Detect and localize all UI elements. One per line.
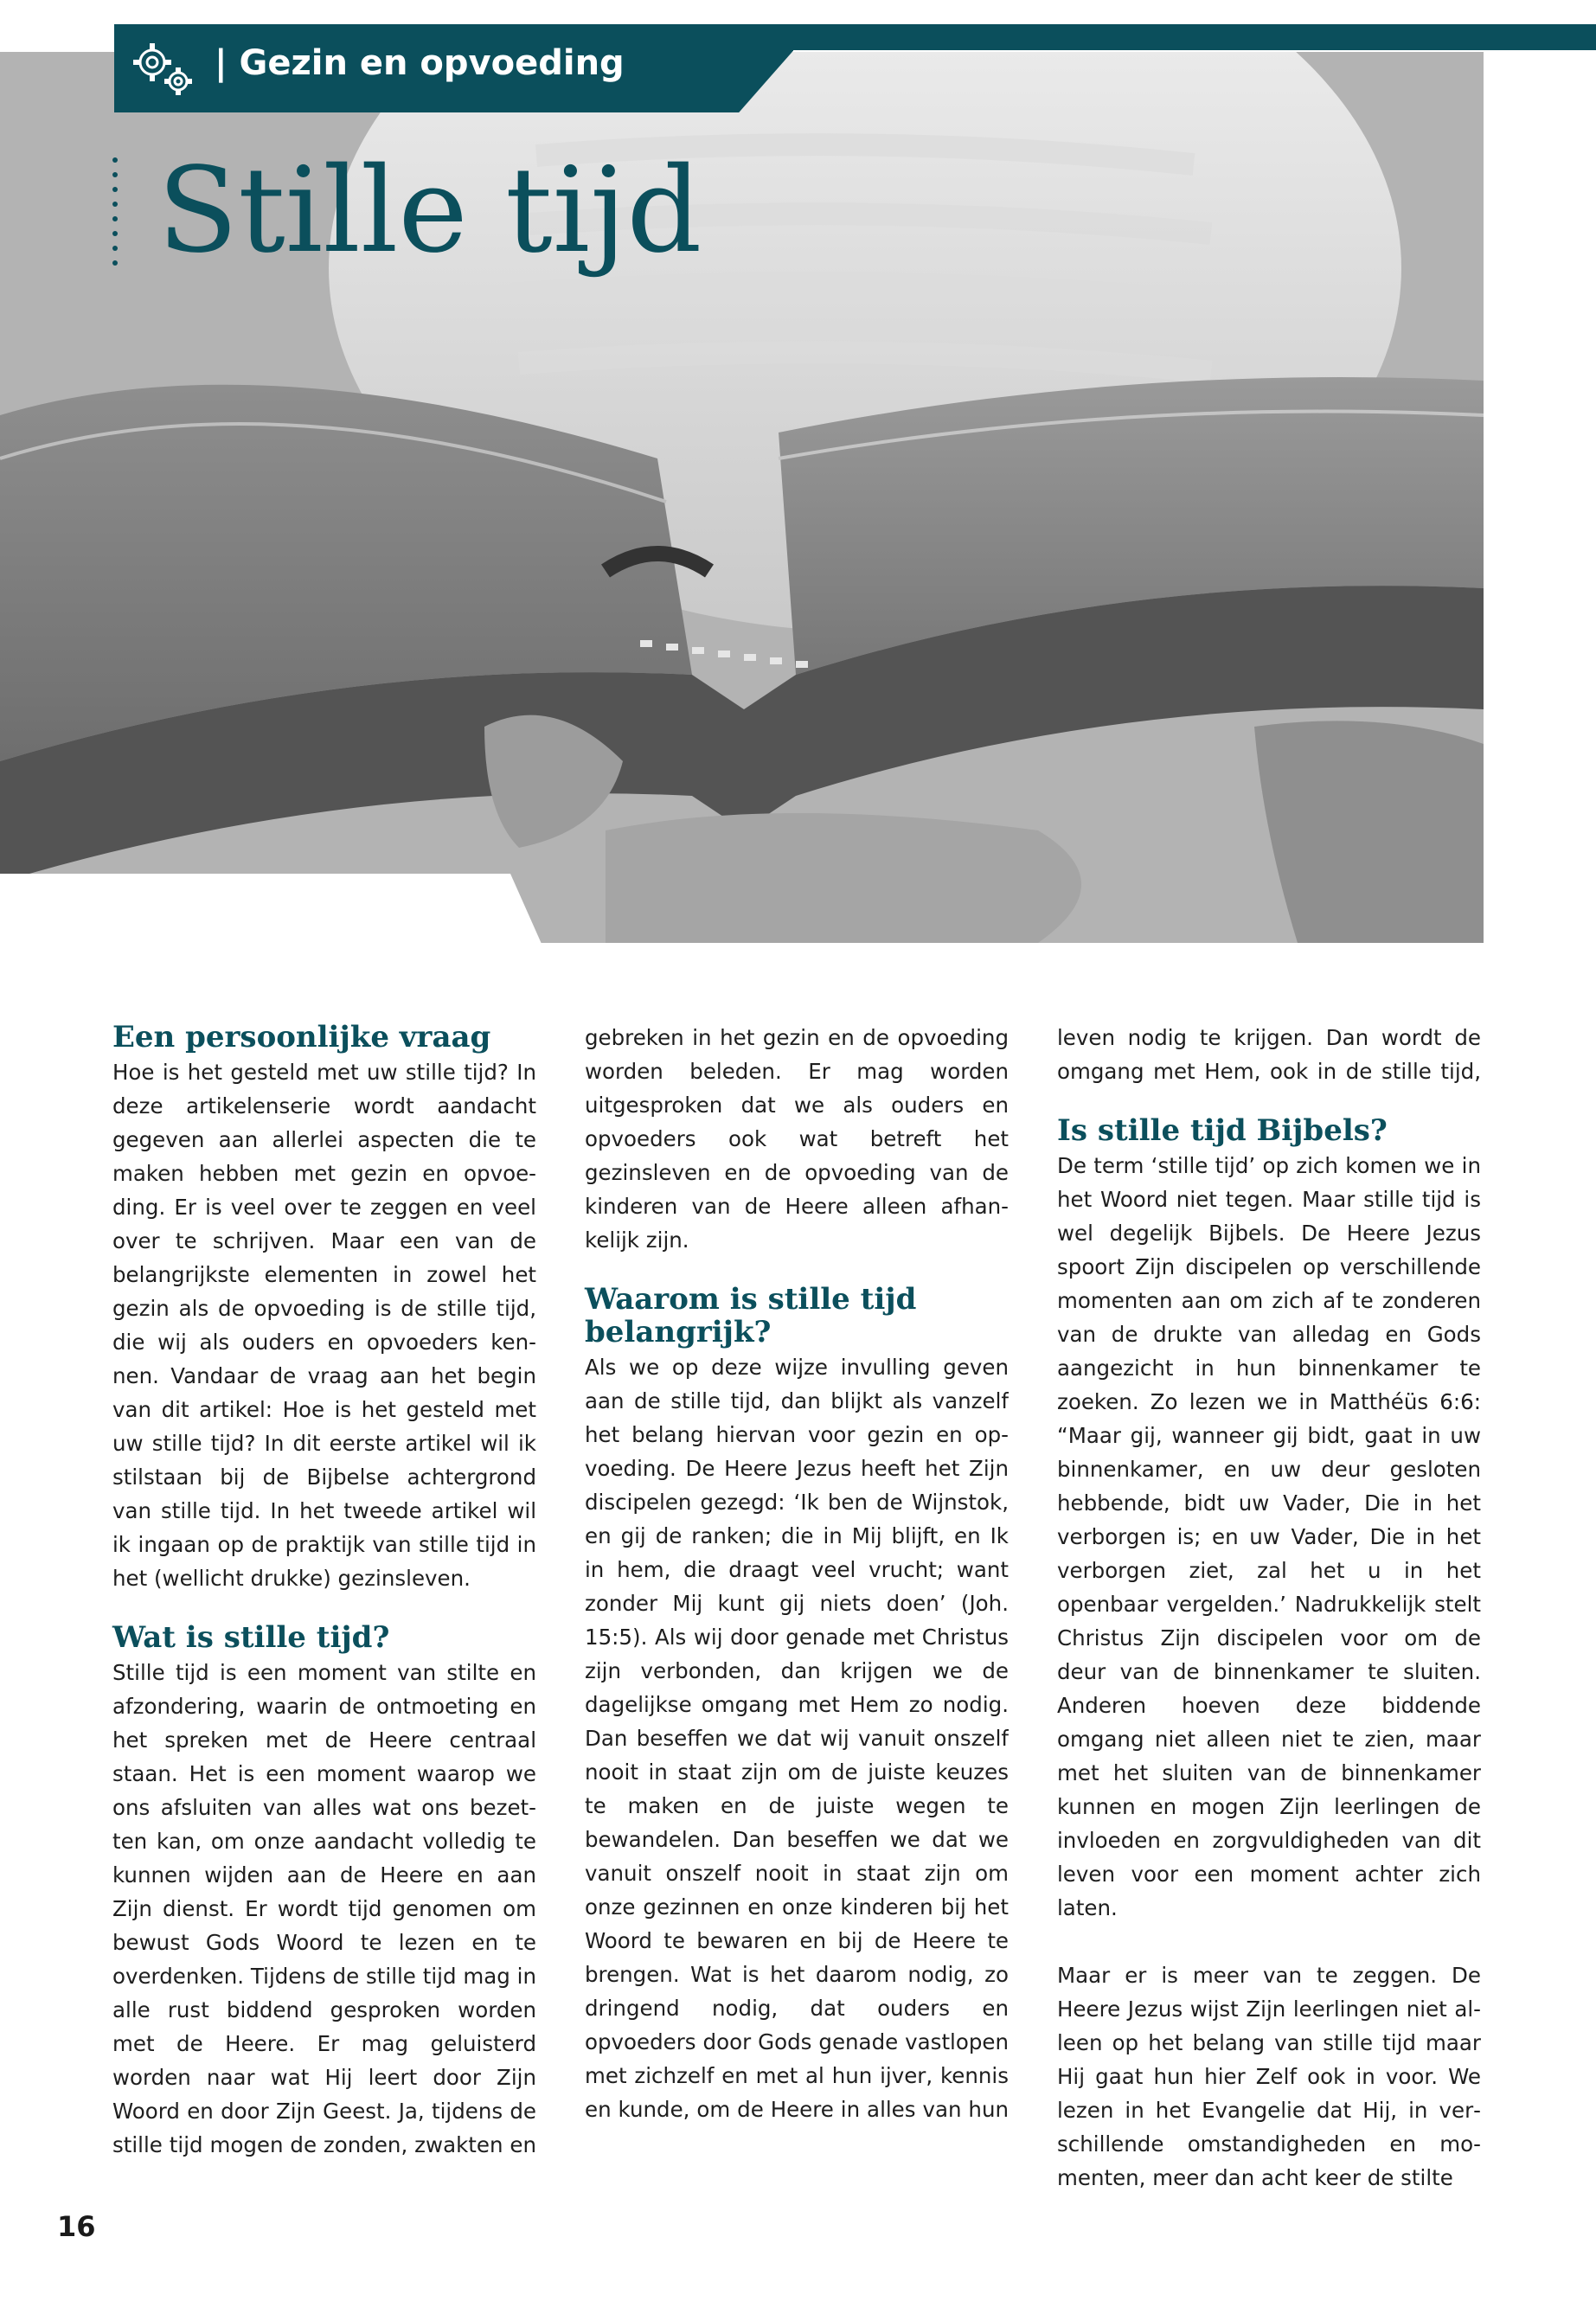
continued-text-2: leven nodig te krijgen. Dan wordt de omgang met Hem, ook in de stille tijd, [1057, 1025, 1481, 1084]
paragraph-meer-te-zeggen: Maar er is meer van te zeggen. De Heere Jezus wijst Zijn leerlingen niet alleen op het belang van stille tijd maar Hij gaat hun hier Zelf ook in voor. We lezen in het Evangelie dat Hij, in verschillende omstandigheden en momenten, meer dan acht keer de stilte [1057, 1963, 1481, 2190]
paragraph-waarom-belangrijk-continued [1057, 1021, 1481, 1088]
article-column-1 [112, 1021, 536, 2162]
page-number: 16 [57, 2210, 96, 2243]
paragraph-wat-is-stille-tijd-continued [585, 1021, 1009, 1257]
heading-is-stille-tijd-bijbels: Is stille tijd Bijbels? [1057, 1113, 1388, 1148]
article-column-2 [585, 1021, 1009, 2126]
section-label: | Gezin en opvoeding [215, 43, 625, 83]
heading-wat-is-stille-tijd: Wat is stille tijd? [112, 1620, 390, 1655]
paragraph-is-stille-tijd-bijbels: De term ‘stille tijd’ op zich komen we in het Woord niet tegen. Maar stille tijd is wel degelijk Bijbels. De Heere Jezus spoort Zijn discipelen op verschillende momenten aan om zich af te zonderen van de drukte van alledag en Gods aangezicht in hun binnenkamer te zoeken. Zo lezen we in Matthéüs 6:6: “Maar gij, wanneer gij bidt, gaat in uw binnenkamer, en uw deur gesloten hebbende, bidt uw Vader, Die in het verborgen is; en uw Vader, Die in het verborgen ziet, zal het u in het openbaar vergelden.’ Nadrukkelijk stelt Christus Zijn discipelen voor om de deur van de binnenkamer te sluiten. Anderen hoeven deze biddende omgang niet alleen niet te zien, maar met het sluiten van de binnenkamer kunnen en mogen Zijn leerlingen de invloeden en zorgvuldigheden van dit leven voor een moment achter zich laten. [1057, 1153, 1481, 1920]
paragraph-persoonlijke-vraag: Hoe is het gesteld met uw stille tijd? In deze artikelenserie wordt aandacht gegeven aan allerlei aspecten die te maken hebben met gezin en opvoeding. Er is veel over te zeggen en veel over te schrijven. Maar een van de belangrijkste elementen in zowel het gezin als de opvoeding is de stille tijd, die wij als ouders en opvoeders kennen. Vandaar de vraag aan het begin van dit artikel: Hoe is het gesteld met uw stille tijd? In dit eerste artikel wil ik stilstaan bij de Bijbelse achtergrond van stille tijd. In het tweede artikel wil ik ingaan op de praktijk van stille tijd in het (wellicht drukke) gezinsleven. [112, 1060, 536, 1591]
article-column-3 [1057, 1021, 1481, 2195]
paragraph-waarom-belangrijk: Als we op deze wijze invulling geven aan de stille tijd, dan blijkt als vanzelf het belang hiervan voor gezin en opvoeding. De Heere Jezus heeft het Zijn discipelen gezegd: ‘Ik ben de Wijnstok, en gij de ranken; die in Mij blijft, en Ik in hem, die draagt veel vrucht; want zonder Mij kunt gij niets doen’ (Joh. 15:5). Als wij door genade met Christus zijn verbonden, dan krijgen we de dagelijkse omgang met Hem zo nodig. Dan beseffen we dat wij vanuit onszelf nooit in staat zijn om de juiste keuzes te maken en de juiste wegen te bewandelen. Dan beseffen we dat we vanuit onszelf nooit in staat zijn om onze gezinnen en onze kinderen bij het Woord te bewaren en bij de Heere te brengen. Wat is het daarom nodig, zo dringend nodig, dat ouders en opvoeders door Gods genade vastlopen met zichzelf en met al hun ijver, kennis en kunde, om de Heere in alles van hun [585, 1355, 1009, 2122]
heading-persoonlijke-vraag: Een persoonlijke vraag [112, 1020, 491, 1054]
title-dots-decoration [111, 156, 119, 277]
photo-corner-cut [0, 874, 545, 952]
continued-text: gebreken in het gezin en de opvoeding worden beleden. Er mag worden uitgesproken dat we als ouders en opvoeders ook wat betreft het gezinsleven en de opvoeding van de kinderen van de Heere alleen afhankelijk zijn. [585, 1025, 1009, 1253]
page-title: Stille tijd [157, 143, 702, 279]
gears-icon [128, 38, 197, 100]
heading-waarom-belangrijk: Waarom is stille tijd belangrijk? [585, 1282, 917, 1349]
paragraph-wat-is-stille-tijd: Stille tijd is een moment van stilte en afzondering, waarin de ontmoeting en het spreken met de Heere centraal staan. Het is een moment waarop we ons afsluiten van alles wat ons bezetten kan, om onze aandacht volledig te kunnen wijden aan de Heere en aan Zijn dienst. Er wordt tijd genomen om bewust Gods Woord te lezen en te overdenken. Tijdens de stille tijd mag in alle rust biddend gesproken worden met de Heere. Er mag geluisterd worden naar wat Hij leert door Zijn Woord en door Zijn Geest. Ja, tijdens de stille tijd mogen de zonden, zwakten en [112, 1660, 536, 2157]
